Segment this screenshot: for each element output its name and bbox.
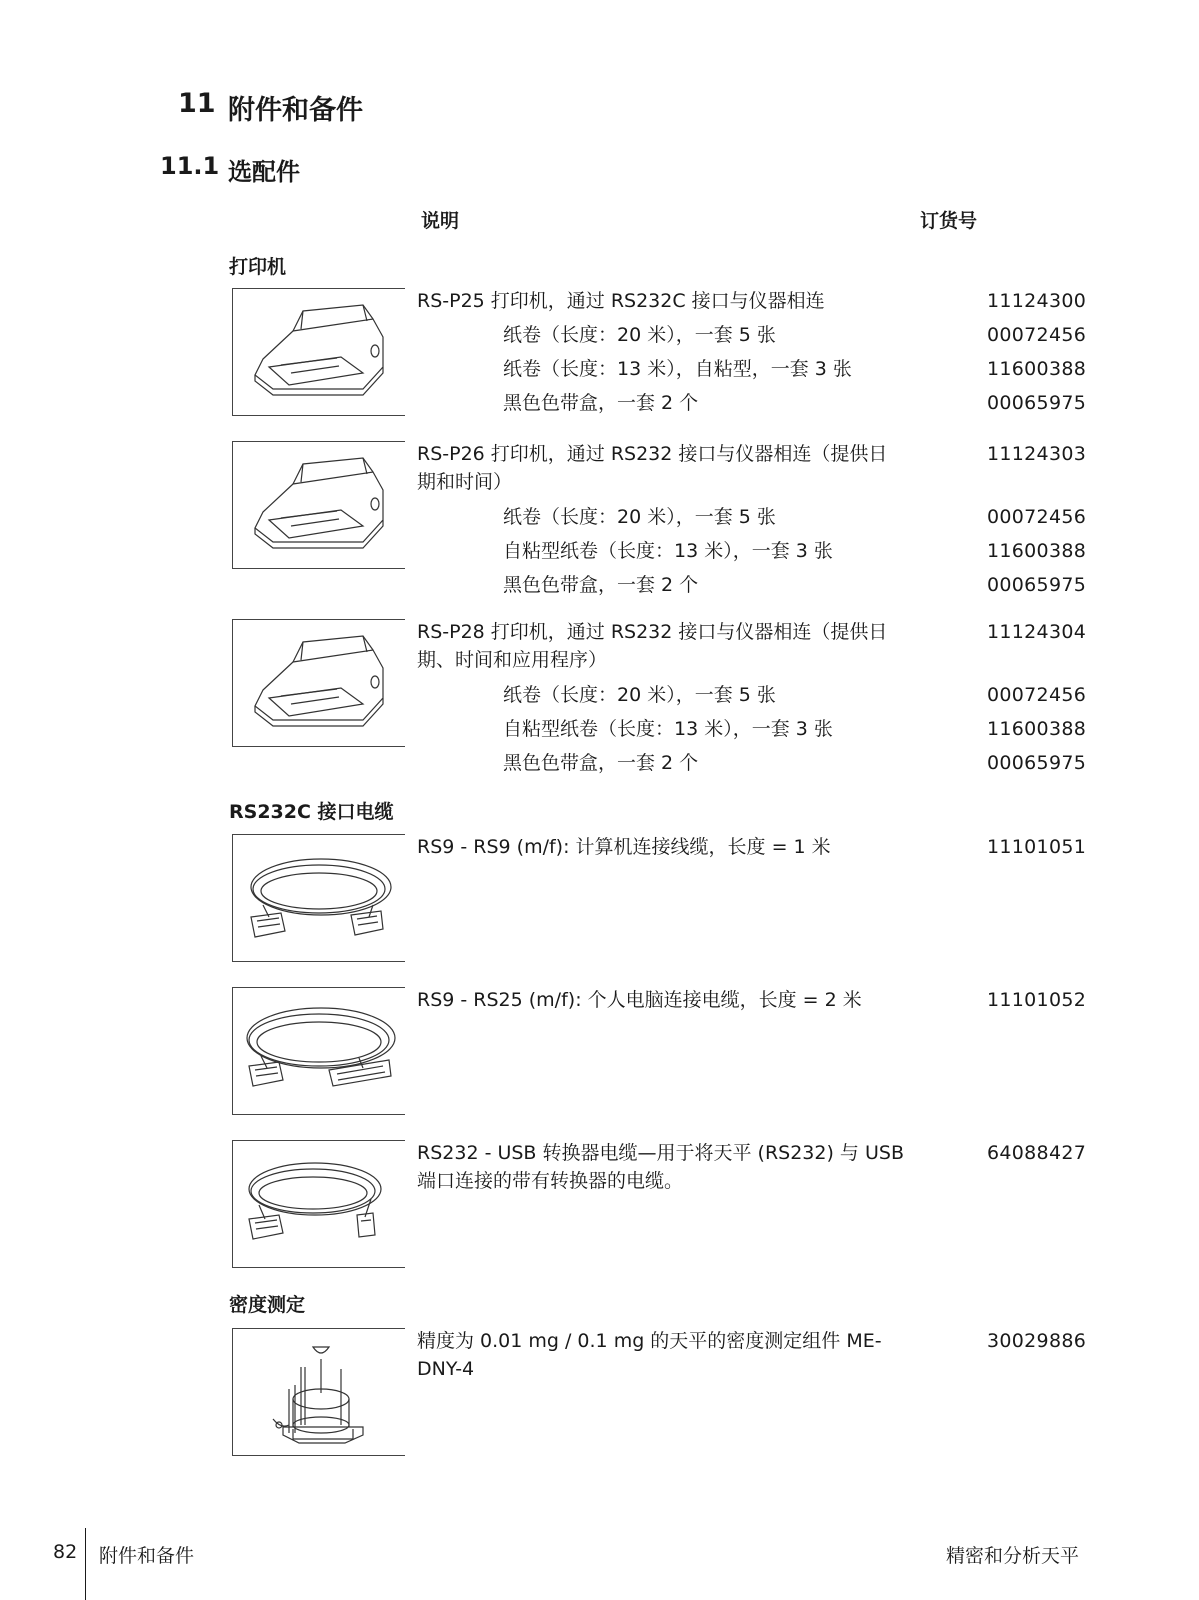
cable-rs9-rs25-image xyxy=(232,987,405,1115)
section-title: 选配件 xyxy=(228,158,300,186)
footer-chapter-title: 附件和备件 xyxy=(99,1545,195,1567)
item-density-kit-line2: DNY-4 xyxy=(417,1358,475,1380)
cable-rs9-rs9-image xyxy=(232,834,405,962)
item-ribbon-cartridge: 黑色色带盒，一套 2 个 xyxy=(503,574,699,596)
cable-icon xyxy=(233,988,405,1114)
order-no-paper-roll-20m: 00072456 xyxy=(987,506,1087,528)
printer-rs-p28-image xyxy=(232,619,405,747)
order-no-rs-p26: 11124303 xyxy=(987,443,1087,465)
printer-rs-p26-image xyxy=(232,441,405,569)
order-no-paper-roll-20m: 00072456 xyxy=(987,324,1087,346)
order-no-paper-roll-13m: 11600388 xyxy=(987,358,1087,380)
section-number: 11.1 xyxy=(160,152,220,180)
item-rs-p28-line2: 期、时间和应用程序） xyxy=(417,649,608,671)
order-no-ribbon-cartridge: 00065975 xyxy=(987,392,1087,414)
chapter-number: 11 xyxy=(178,88,216,119)
page-number: 82 xyxy=(53,1541,78,1563)
item-adhesive-paper-roll: 自粘型纸卷（长度：13 米），一套 3 张 xyxy=(503,718,833,740)
order-no-adhesive-paper-roll: 11600388 xyxy=(987,540,1087,562)
order-no-rs-p25: 11124300 xyxy=(987,290,1087,312)
item-density-kit: 精度为 0.01 mg / 0.1 mg 的天平的密度测定组件 ME- xyxy=(417,1330,882,1352)
density-kit-icon xyxy=(233,1329,405,1455)
order-no-paper-roll-20m: 00072456 xyxy=(987,684,1087,706)
printer-icon xyxy=(233,442,405,568)
order-no-ribbon-cartridge: 00065975 xyxy=(987,752,1087,774)
item-rs-p26: RS-P26 打印机，通过 RS232 接口与仪器相连（提供日 xyxy=(417,443,888,465)
category-printer: 打印机 xyxy=(229,256,287,278)
item-usb-converter-cable-line2: 端口连接的带有转换器的电缆。 xyxy=(417,1170,684,1192)
item-rs9-rs9-cable: RS9 - RS9 (m/f): 计算机连接线缆，长度 = 1 米 xyxy=(417,836,831,858)
column-header-description: 说明 xyxy=(421,210,460,232)
footer-divider xyxy=(85,1528,86,1600)
item-ribbon-cartridge: 黑色色带盒，一套 2 个 xyxy=(503,752,699,774)
item-paper-roll-13m: 纸卷（长度：13 米），自粘型，一套 3 张 xyxy=(503,358,852,380)
item-usb-converter-cable: RS232 - USB 转换器电缆—用于将天平 (RS232) 与 USB xyxy=(417,1142,904,1164)
item-ribbon-cartridge: 黑色色带盒，一套 2 个 xyxy=(503,392,699,414)
footer-document-title: 精密和分析天平 xyxy=(946,1545,1080,1567)
order-no-rs9-rs25-cable: 11101052 xyxy=(987,989,1087,1011)
item-paper-roll-20m: 纸卷（长度：20 米），一套 5 张 xyxy=(503,684,776,706)
chapter-title: 附件和备件 xyxy=(228,95,363,126)
order-no-density-kit: 30029886 xyxy=(987,1330,1087,1352)
column-header-order-no: 订货号 xyxy=(920,210,978,232)
item-paper-roll-20m: 纸卷（长度：20 米），一套 5 张 xyxy=(503,324,776,346)
cable-icon xyxy=(233,835,405,961)
density-kit-image xyxy=(232,1328,405,1456)
printer-icon xyxy=(233,620,405,746)
usb-cable-icon xyxy=(233,1141,405,1267)
order-no-ribbon-cartridge: 00065975 xyxy=(987,574,1087,596)
printer-icon xyxy=(233,289,405,415)
order-no-rs-p28: 11124304 xyxy=(987,621,1087,643)
item-rs-p28: RS-P28 打印机，通过 RS232 接口与仪器相连（提供日 xyxy=(417,621,888,643)
printer-rs-p25-image xyxy=(232,288,405,416)
item-adhesive-paper-roll: 自粘型纸卷（长度：13 米），一套 3 张 xyxy=(503,540,833,562)
usb-converter-cable-image xyxy=(232,1140,405,1268)
order-no-usb-converter-cable: 64088427 xyxy=(987,1142,1087,1164)
item-rs9-rs25-cable: RS9 - RS25 (m/f): 个人电脑连接电缆，长度 = 2 米 xyxy=(417,989,862,1011)
item-paper-roll-20m: 纸卷（长度：20 米），一套 5 张 xyxy=(503,506,776,528)
category-density: 密度测定 xyxy=(229,1294,306,1316)
order-no-rs9-rs9-cable: 11101051 xyxy=(987,836,1087,858)
item-rs-p25: RS-P25 打印机，通过 RS232C 接口与仪器相连 xyxy=(417,290,825,312)
category-rs232c-cable: RS232C 接口电缆 xyxy=(229,801,394,823)
order-no-adhesive-paper-roll: 11600388 xyxy=(987,718,1087,740)
item-rs-p26-line2: 期和时间） xyxy=(417,471,513,493)
